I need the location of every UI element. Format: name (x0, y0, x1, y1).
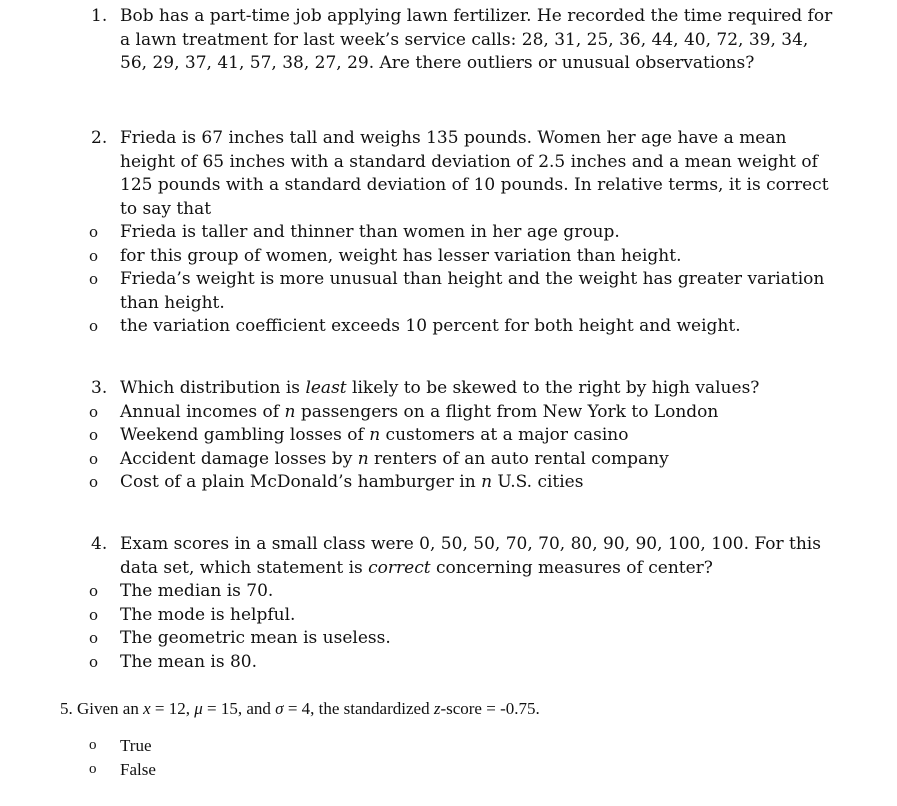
question-1 (0, 5, 897, 76)
variable-x: x (143, 699, 151, 718)
radio-bullet-icon[interactable]: o (89, 246, 99, 265)
variable-n: n (369, 425, 381, 445)
answer-option[interactable] (0, 245, 840, 269)
question-text-part: Given an (72, 699, 144, 718)
option-label: The mean is 80. (120, 651, 258, 672)
question-text-part: = 12, (150, 699, 195, 718)
variable-mu: μ (194, 699, 203, 718)
question-text: Bob has a part-time job applying lawn fertilizer. He recorded the time required for a lawn treatment for last week’s service calls: 28, 31, 25, 36, 44, 40, 72, 39, 34, 56, 29, 37, 41, 57, 38, 27, 29. Are there outliers or unusual observations? (120, 6, 833, 73)
answer-option[interactable] (0, 424, 840, 448)
question-3 (0, 377, 897, 495)
answer-option[interactable] (0, 268, 840, 315)
radio-bullet-icon[interactable]: o (89, 605, 99, 624)
answer-option[interactable] (0, 448, 840, 472)
question-1-stem (0, 5, 840, 76)
question-text-part: -score = -0.75. (440, 699, 540, 718)
answer-option[interactable] (0, 471, 840, 495)
radio-bullet-icon[interactable]: o (89, 223, 99, 241)
question-number: 5. (60, 699, 73, 718)
option-label-part: Accident damage losses by (120, 448, 358, 469)
question-3-stem (0, 377, 840, 401)
question-2-stem (0, 127, 840, 221)
question-text-part: likely to be skewed to the right by high values? (346, 378, 760, 398)
question-text-part: Exam scores in a small class were 0, 50, 50, 70, 70, 80, 90, 90, 100, 100. For this data set, which statement is (120, 534, 821, 578)
radio-bullet-icon[interactable]: o (89, 760, 97, 777)
variable-sigma: σ (275, 699, 284, 718)
question-text-part: = 4, the standardized (283, 699, 434, 718)
option-label-part: Weekend gambling losses of (120, 425, 370, 445)
option-label-part: passengers on a flight from New York to London (295, 401, 719, 422)
answer-option[interactable] (0, 651, 840, 675)
question-text-part: Which distribution is (120, 378, 306, 398)
answer-option-true[interactable] (0, 734, 840, 758)
variable-n: n (284, 401, 296, 422)
question-text: Frieda is 67 inches tall and weighs 135 pounds. Women her age have a mean height of 65 inches with a standard deviation of 2.5 inches and a mean weight of 125 pounds with a standard deviation of 10 pounds. In relative terms, it is correct to say that (120, 128, 829, 219)
option-label-part: Cost of a plain McDonald’s hamburger in (120, 472, 482, 492)
radio-bullet-icon[interactable]: o (89, 629, 99, 647)
emphasis-text: correct (368, 557, 431, 578)
radio-bullet-icon[interactable]: o (89, 449, 99, 468)
variable-n: n (481, 472, 493, 492)
variable-z: z (433, 699, 441, 718)
question-number: 1. (91, 6, 108, 26)
option-label: for this group of women, weight has lesser variation than height. (120, 245, 682, 266)
option-label: Frieda’s weight is more unusual than height and the weight has greater variation than height. (120, 269, 825, 313)
question-number: 3. (91, 378, 108, 398)
question-5-options (0, 734, 897, 781)
answer-option[interactable] (0, 580, 840, 604)
answer-option[interactable] (0, 401, 840, 425)
answer-option-false[interactable] (0, 758, 840, 782)
option-label: False (120, 759, 156, 779)
question-5-stem (60, 697, 540, 721)
radio-bullet-icon[interactable]: o (89, 426, 99, 444)
question-text-part: = 15, and (202, 699, 276, 718)
variable-n: n (357, 448, 369, 469)
option-label: Frieda is taller and thinner than women in her age group. (120, 222, 620, 242)
radio-bullet-icon[interactable]: o (89, 473, 99, 491)
question-4-stem (0, 533, 840, 580)
option-label-part: renters of an auto rental company (368, 448, 669, 469)
answer-option[interactable] (0, 221, 840, 245)
question-2 (0, 127, 897, 339)
radio-bullet-icon[interactable]: o (89, 582, 99, 600)
question-number: 4. (91, 534, 108, 554)
answer-option[interactable] (0, 315, 840, 339)
question-number: 2. (91, 128, 108, 148)
question-4 (0, 533, 897, 674)
emphasis-text: least (305, 378, 347, 398)
radio-bullet-icon[interactable]: o (89, 737, 97, 753)
option-label-part: customers at a major casino (380, 425, 629, 445)
answer-option[interactable] (0, 604, 840, 628)
option-label: True (120, 736, 152, 755)
answer-option[interactable] (0, 627, 840, 651)
radio-bullet-icon[interactable]: o (89, 652, 99, 671)
radio-bullet-icon[interactable]: o (89, 402, 99, 421)
question-text-part: concerning measures of center? (430, 557, 713, 578)
radio-bullet-icon[interactable]: o (89, 317, 99, 335)
option-label-part: U.S. cities (492, 472, 584, 492)
option-label: The median is 70. (120, 581, 274, 601)
option-label: the variation coefficient exceeds 10 percent for both height and weight. (120, 316, 741, 336)
option-label-part: Annual incomes of (120, 401, 285, 422)
radio-bullet-icon[interactable]: o (89, 270, 99, 288)
option-label: The mode is helpful. (120, 604, 296, 625)
option-label: The geometric mean is useless. (120, 628, 391, 648)
